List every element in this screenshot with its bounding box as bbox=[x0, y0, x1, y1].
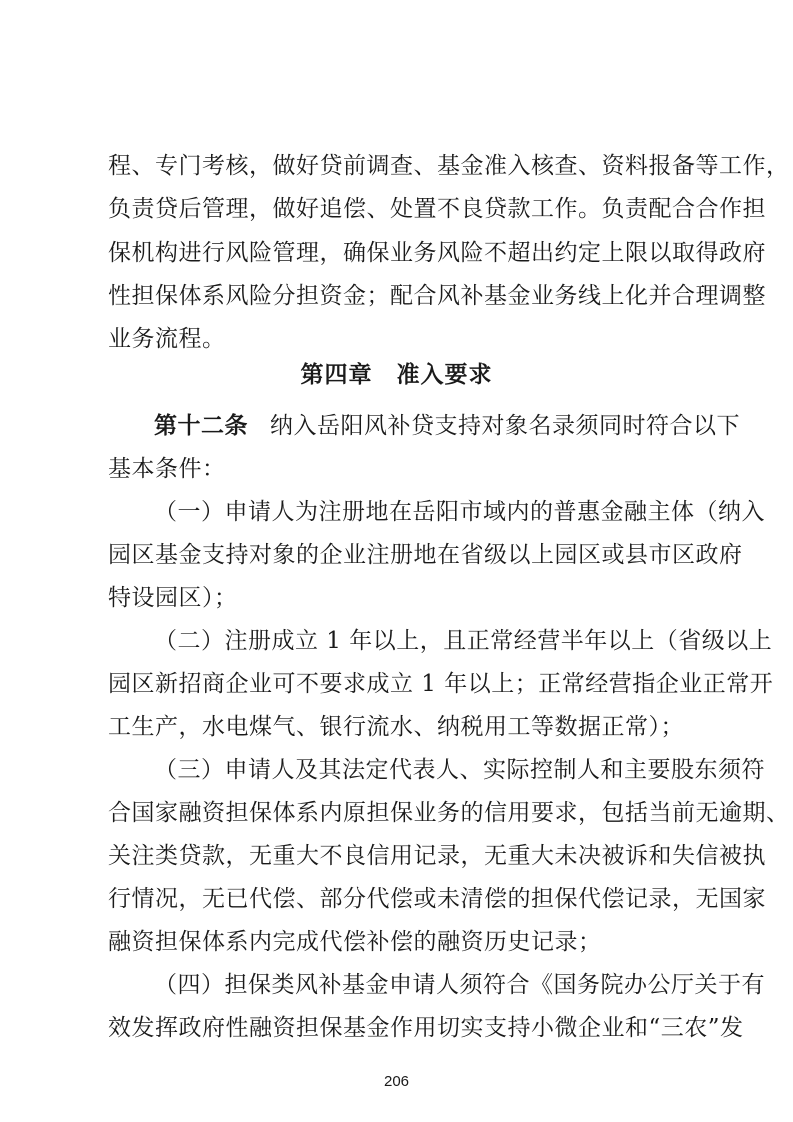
clause-2-line-3: 工生产，水电煤气、银行流水、纳税用工等数据正常）； bbox=[108, 714, 684, 740]
page-number: 206 bbox=[383, 1073, 410, 1090]
chapter-number: 第四章 bbox=[300, 362, 373, 388]
clause-3-line-4: 行情况，无已代偿、部分代偿或未清偿的担保代偿记录，无国家 bbox=[108, 886, 766, 912]
clause-1-line-2: 园区基金支持对象的企业注册地在省级以上园区或县市区政府 bbox=[108, 542, 743, 568]
article-text: 纳入岳阳风补贷支持对象名录须同时符合以下 bbox=[270, 413, 740, 439]
clause-1-line-1: （一）申请人为注册地在岳阳市域内的普惠金融主体（纳入 bbox=[154, 499, 765, 525]
clause-3-line-2: 合国家融资担保体系内原担保业务的信用要求，包括当前无逾期、 bbox=[108, 800, 790, 826]
clause-3-line-3: 关注类贷款，无重大不良信用记录，无重大未决被诉和失信被执 bbox=[108, 843, 766, 869]
chapter-title: 准入要求 bbox=[396, 362, 493, 388]
clause-2-line-1: （二）注册成立 1 年以上，且正常经营半年以上（省级以上 bbox=[154, 628, 773, 654]
article-line-1 bbox=[108, 411, 740, 441]
clause-4-line-2: 效发挥政府性融资担保基金作用切实支持小微企业和“三农”发 bbox=[108, 1015, 744, 1041]
clause-3-line-1: （三）申请人及其法定代表人、实际控制人和主要股东须符 bbox=[154, 757, 765, 783]
clause-1-line-3: 特设园区）； bbox=[108, 585, 238, 611]
chapter-heading bbox=[0, 360, 793, 390]
article-number: 第十二条 bbox=[154, 413, 248, 439]
clause-4-line-1: （四）担保类风补基金申请人须符合《国务院办公厅关于有 bbox=[154, 972, 765, 998]
intro-line-2: 负责贷后管理，做好追偿、处置不良贷款工作。负责配合合作担 bbox=[108, 196, 766, 222]
clause-3-line-5: 融资担保体系内完成代偿补偿的融资历史记录； bbox=[108, 929, 602, 955]
intro-line-3: 保机构进行风险管理，确保业务风险不超出约定上限以取得政府 bbox=[108, 240, 766, 266]
clause-2-line-2: 园区新招商企业可不要求成立 1 年以上；正常经营指企业正常开 bbox=[108, 671, 774, 697]
intro-line-4: 性担保体系风险分担资金；配合风补基金业务线上化并合理调整 bbox=[108, 283, 766, 309]
article-line-2: 基本条件： bbox=[108, 456, 226, 482]
intro-line-1: 程、专门考核，做好贷前调查、基金准入核查、资料报备等工作， bbox=[108, 153, 790, 179]
intro-line-5: 业务流程。 bbox=[108, 326, 226, 352]
